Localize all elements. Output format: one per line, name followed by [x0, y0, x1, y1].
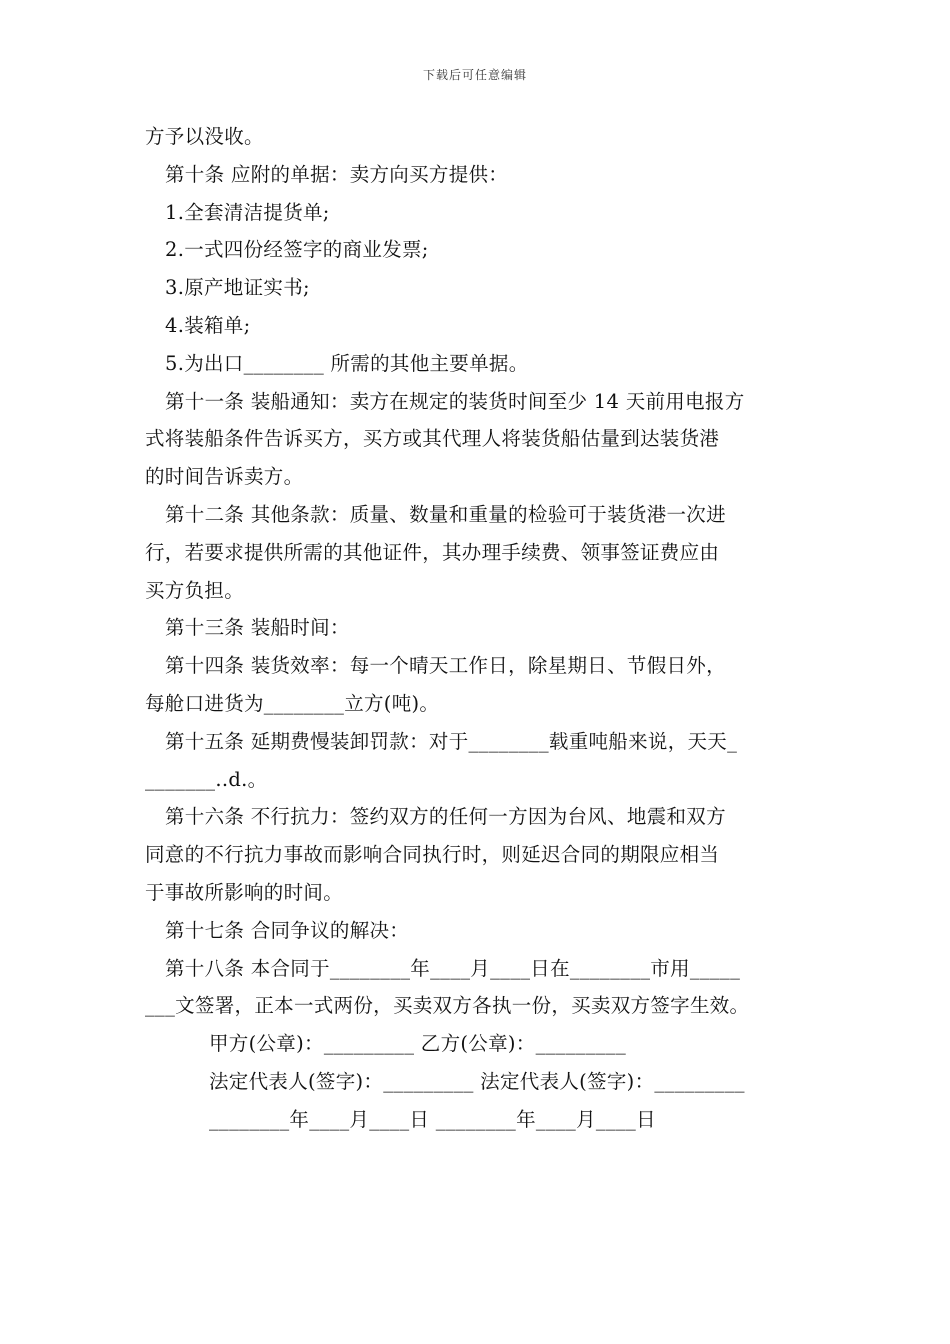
signature-date-line: ________年____月____日 ________年____月____日 [209, 1107, 656, 1131]
paragraph-line: 方予以没收。 [145, 125, 264, 148]
paragraph-line: 4.装箱单; [165, 313, 251, 337]
paragraph-line: 第十四条 装货效率：每一个晴天工作日，除星期日、节假日外， [165, 654, 726, 678]
paragraph-line: 第十二条 其他条款：质量、数量和重量的检验可于装货港一次进 [165, 502, 726, 526]
page-header: 下载后可任意编辑 [422, 68, 527, 82]
paragraph-line: 于事故所影响的时间。 [145, 880, 344, 904]
paragraph-line: 第十六条 不行抗力：签约双方的任何一方因为台风、地震和双方 [165, 805, 726, 829]
paragraph-line: 第十条 应附的单据：卖方向买方提供： [165, 162, 509, 186]
paragraph-line: 买方负担。 [145, 578, 245, 602]
paragraph-line: 式将装船条件告诉买方，买方或其代理人将装货船估量到达装货港 [145, 427, 720, 451]
paragraph-line: ___文签署，正本一式两份，买卖双方各执一份，买卖双方签字生效。 [145, 994, 750, 1018]
paragraph-line: 5.为出口________ 所需的其他主要单据。 [165, 351, 529, 375]
paragraph-line: 的时间告诉卖方。 [145, 465, 304, 489]
paragraph-line: 1.全套清洁提货单; [165, 200, 330, 224]
document-body [145, 118, 815, 1139]
paragraph-line: 每舱口进货为________立方(吨)。 [145, 691, 440, 715]
paragraph-line: 同意的不行抗力事故而影响合同执行时，则延迟合同的期限应相当 [145, 843, 720, 867]
paragraph-line: 第十七条 合同争议的解决： [165, 918, 410, 942]
signature-representative-line: 法定代表人(签字)：_________ 法定代表人(签字)：_________ [209, 1069, 745, 1093]
paragraph-line: 第十三条 装船时间： [165, 616, 350, 640]
paragraph-line: 第十八条 本合同于________年____月____日在________市用_____ [165, 956, 741, 980]
paragraph-line: 2.一式四份经签字的商业发票; [165, 238, 429, 262]
paragraph-line: 3.原产地证实书; [165, 276, 310, 300]
signature-party-line: 甲方(公章)：_________ 乙方(公章)：_________ [209, 1032, 627, 1056]
paragraph-line: _______..d.。 [145, 767, 268, 791]
paragraph-line: 行，若要求提供所需的其他证件，其办理手续费、领事签证费应由 [145, 540, 720, 564]
paragraph-line: 第十五条 延期费慢装卸罚款：对于________载重吨船来说，天天_ [165, 729, 738, 753]
paragraph-line: 第十一条 装船通知：卖方在规定的装货时间至少 14 天前用电报方 [165, 389, 745, 413]
